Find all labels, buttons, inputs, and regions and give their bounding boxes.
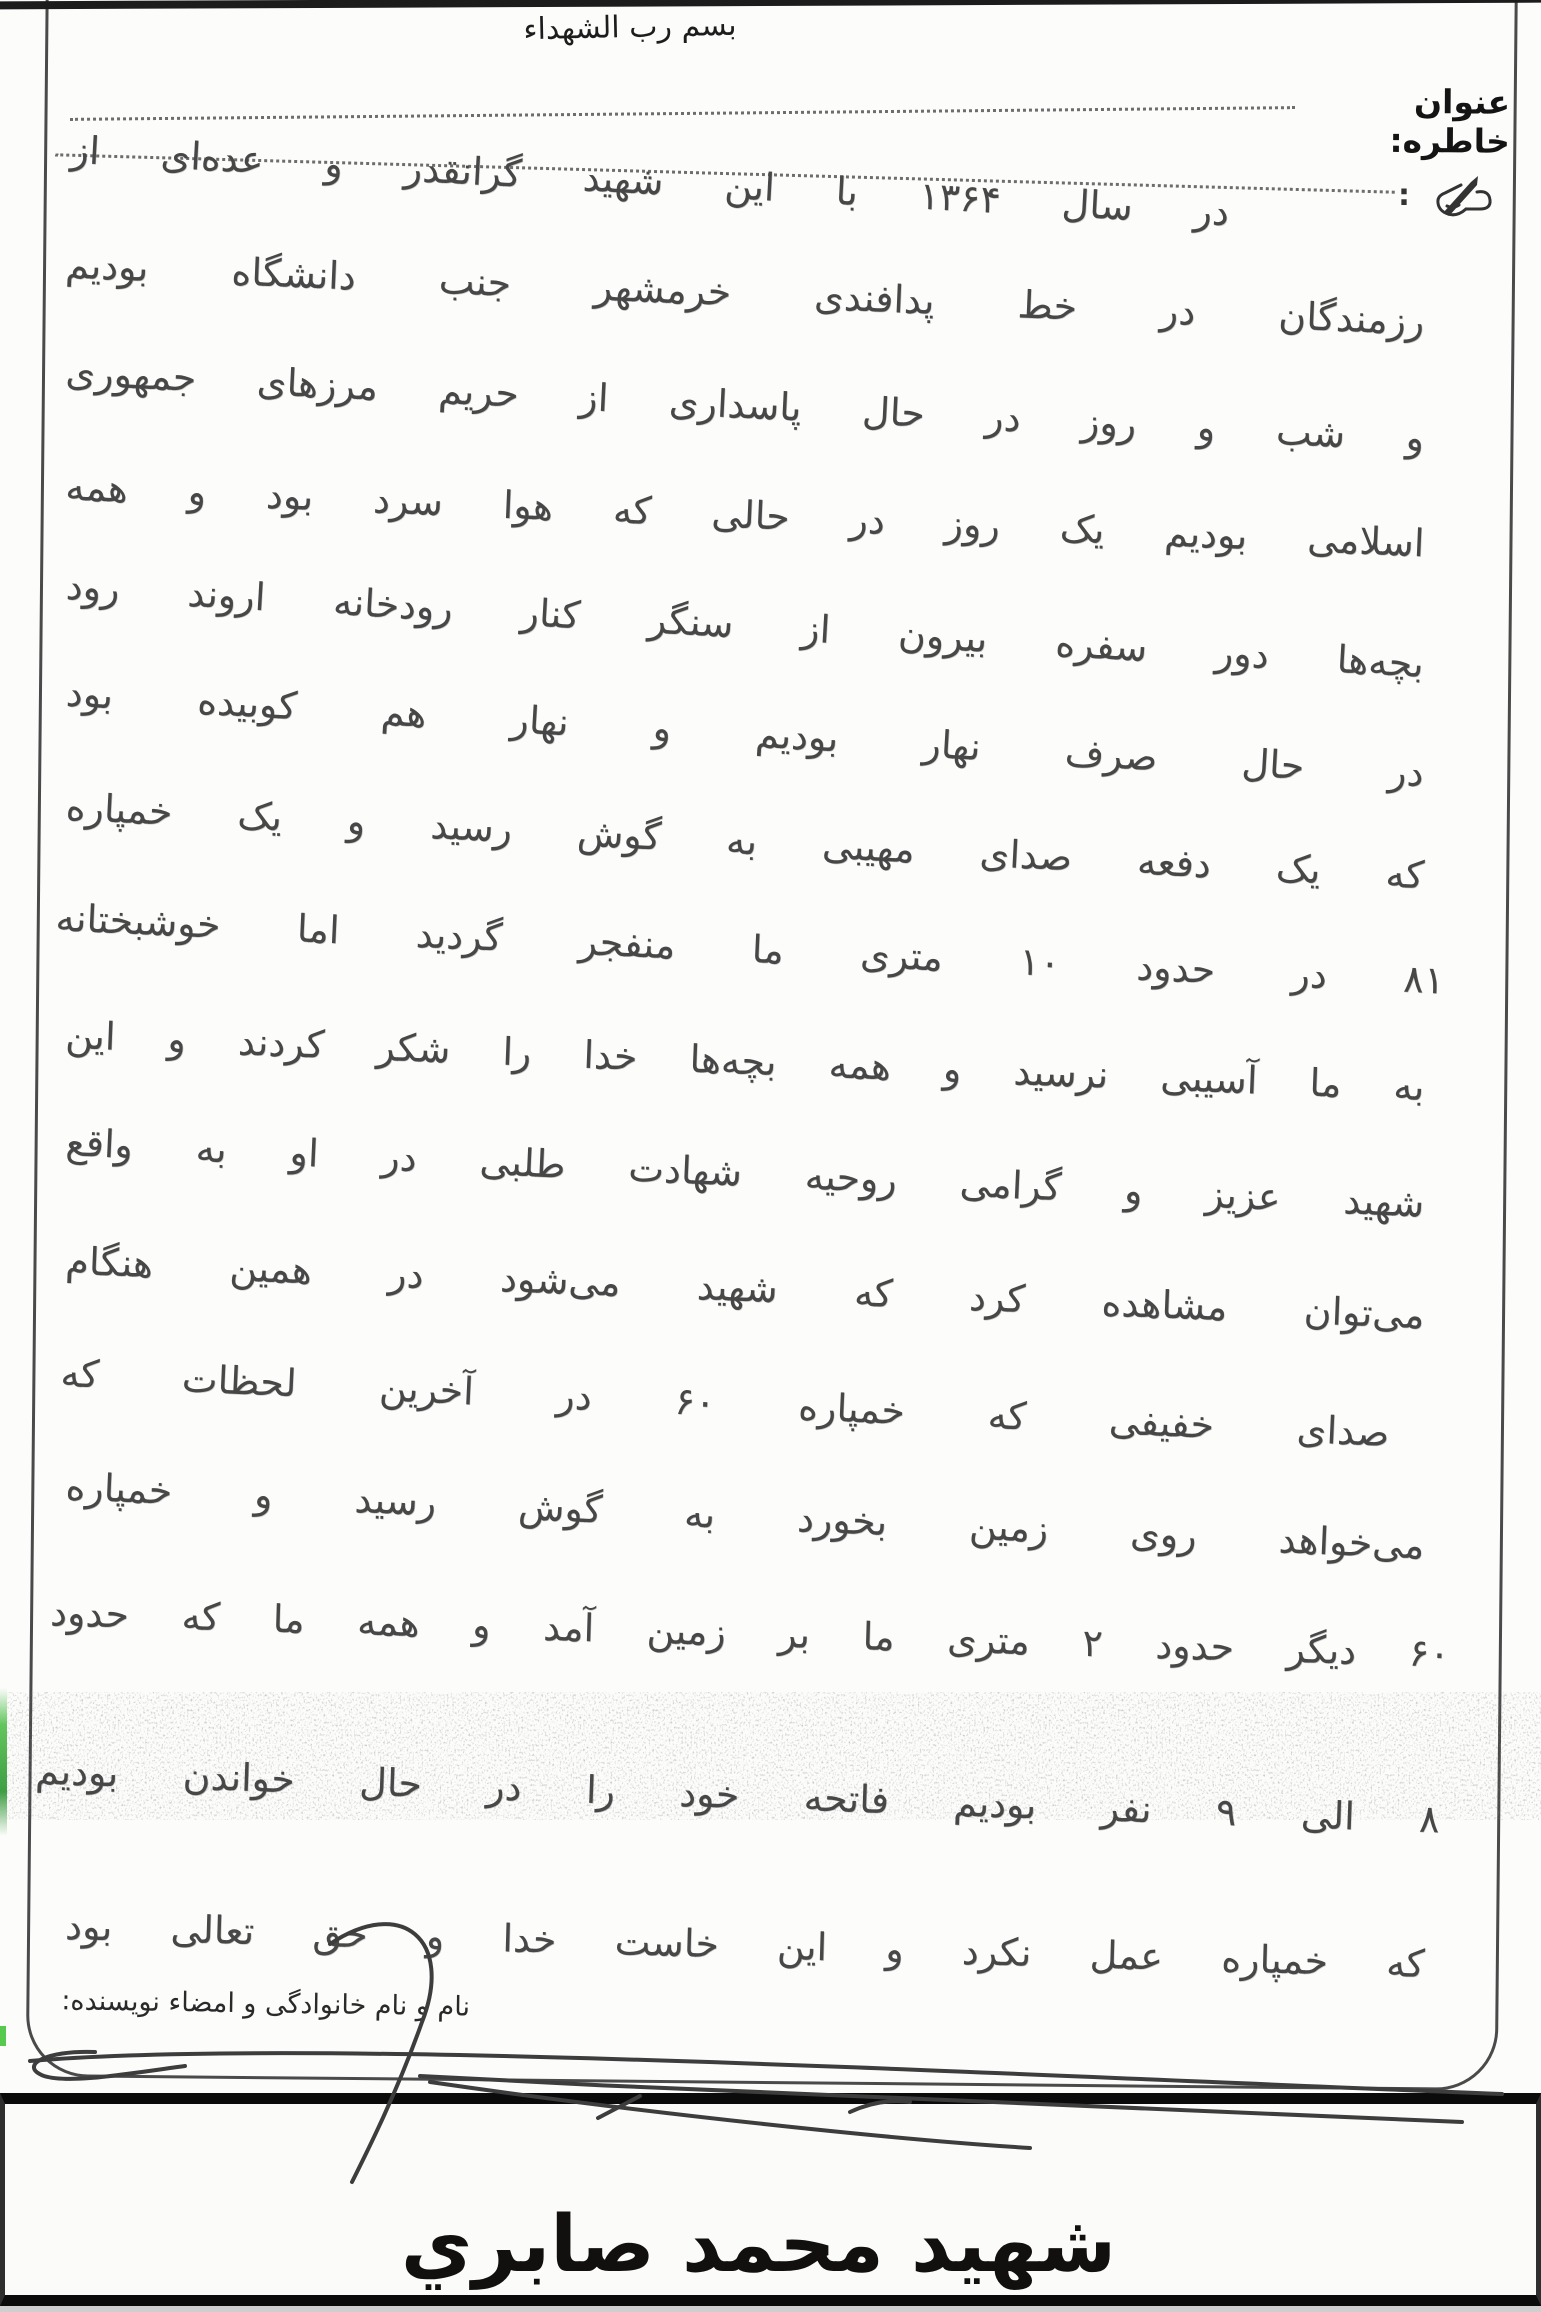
- writing-hand-icon: [1433, 172, 1495, 224]
- handwritten-line: رزمندگان در خط پدافندی خرمشهر جنب دانشگاه بودیم: [64, 242, 1426, 344]
- bismillah-header: بسم رب الشهداء: [523, 7, 737, 48]
- handwritten-line: که یک دفعه صدای مهیبی به گوش رسید و یک خمپاره: [64, 784, 1426, 898]
- scan-artifact-green-strip: [0, 1688, 7, 1836]
- handwritten-line: ۸ الی ۹ نفر بودیم فاتحه خود را در حال خواندن بودیم: [34, 1748, 1441, 1842]
- handwritten-line: در حال صرف نهار بودیم و نهار هم کوبیده بود: [64, 670, 1426, 796]
- handwritten-line: که خمپاره عمل نکرد و این خاست خدا و حق تعالی بود: [64, 1904, 1426, 1986]
- form-colon: :: [1398, 178, 1410, 213]
- handwritten-line: ۶۰ دیگر حدود ۲ متری ما بر زمین آمد و همه ما که حدود: [49, 1590, 1451, 1676]
- handwritten-line: به ما آسیبی نرسید و همه بچه‌ها خدا را شکر کردند و این: [64, 1012, 1426, 1110]
- martyr-name: شهيد محمد صابري: [400, 2200, 1117, 2290]
- memoir-title-label: عنوان خاطره:: [1389, 82, 1511, 161]
- writer-signature-label: نام و نام خانوادگی و امضاء نویسنده:: [61, 1985, 471, 2023]
- handwritten-line: شهید عزیز و گرامی روحیه شهادت طلبی در او به واقع: [64, 1120, 1426, 1226]
- scan-artifact-green-dot: [0, 2026, 6, 2046]
- handwritten-line: و شب و روز در حال پاسداری از حریم مرزهای جمهوری: [64, 349, 1426, 461]
- handwritten-line: می‌خواهد روی زمین بخورد به گوش رسید و خمپاره: [64, 1464, 1426, 1568]
- handwritten-line: در سال ۱۳۶۴ با این شهید گرانقدر و عده‌ای از: [69, 127, 1231, 235]
- handwritten-line: می‌توان مشاهده کرد که شهید می‌شود در همین هنگام: [64, 1238, 1426, 1338]
- handwritten-line: اسلامی بودیم یک روز در حالی که هوا سرد بود و همه: [64, 464, 1426, 566]
- handwritten-line: ۸۱ در حدود ۱۰ متری ما منفجر گردید اما خوشبختانه: [54, 895, 1446, 1003]
- scan-bottom-edge: [0, 2306, 1541, 2312]
- handwritten-line: بچه‌ها دور سفره بیرون از سنگر کنار رودخانه اروند رود: [64, 563, 1426, 687]
- handwritten-line: صدای خفیفی که خمپاره ۶۰ در آخرین لحظات که: [59, 1350, 1391, 1456]
